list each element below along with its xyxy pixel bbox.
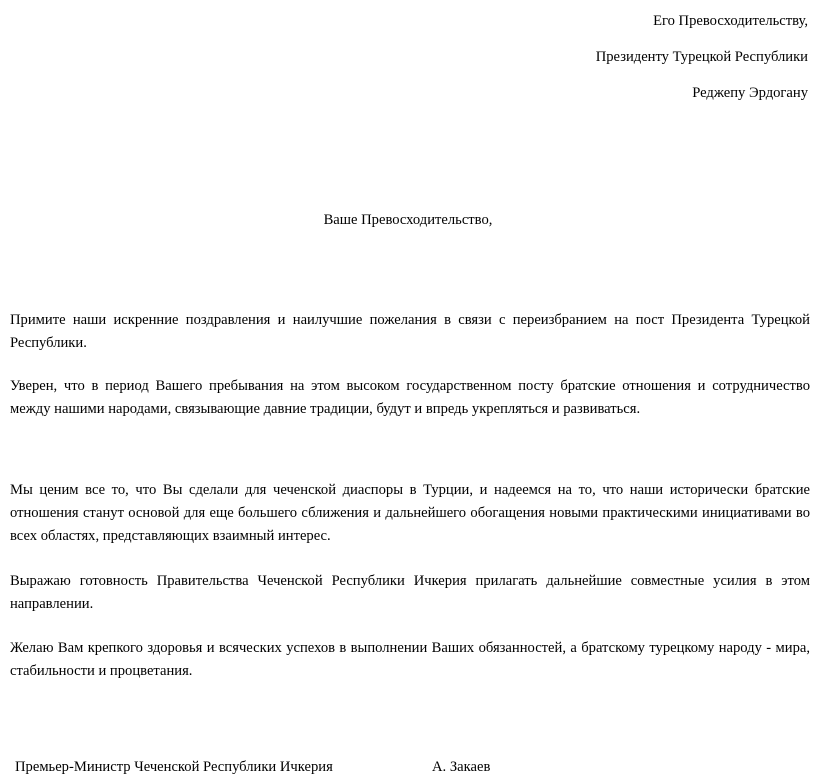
addressee-line-3: Реджепу Эрдогану <box>692 85 808 101</box>
signatory-title: Премьер-Министр Чеченской Республики Ичкерия <box>15 759 333 775</box>
addressee-line-2: Президенту Турецкой Республики <box>595 49 808 65</box>
paragraph-diaspora: Мы ценим все то, что Вы сделали для чеченской диаспоры в Турции, и надеемся на то, что наши исторически братские отношения станут основой для еще большего сближения и дальнейшего обогащения новыми практическими инициативами во всех областях, представляющих взаимный интерес. <box>10 482 810 544</box>
paragraph-wishes: Желаю Вам крепкого здоровья и всяческих успехов в выполнении Ваших обязанностей, а братскому турецкому народу - мира, стабильности и процветания. <box>10 640 810 679</box>
paragraph-readiness: Выражаю готовность Правительства Чеченской Республики Ичкерия прилагать дальнейшие совместные усилия в этом направлении. <box>10 573 810 612</box>
addressee-line-1: Его Превосходительству, <box>653 13 808 29</box>
salutation: Ваше Превосходительство, <box>323 212 493 228</box>
paragraph-congratulations: Примите наши искренние поздравления и наилучшие пожелания в связи с переизбранием на пост Президента Турецкой Республики. <box>10 312 810 351</box>
paragraph-relations: Уверен, что в период Вашего пребывания на этом высоком государственном посту братские отношения и сотрудничество между нашими народами, связывающие давние традиции, будут и впредь укрепляться и развиваться. <box>10 378 810 417</box>
signatory-name: А. Закаев <box>432 759 491 775</box>
